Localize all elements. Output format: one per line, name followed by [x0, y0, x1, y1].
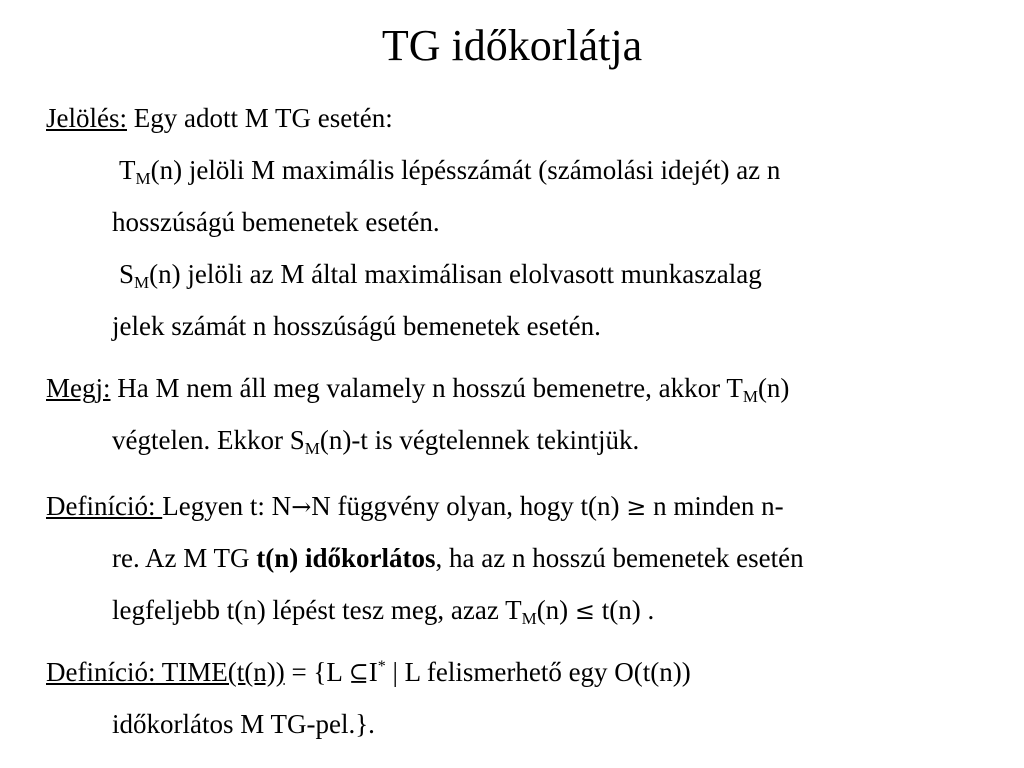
sm-text-2: jelek számát n hosszúságú bemenetek esetén.	[112, 311, 601, 341]
def1-text-2b: , ha az n hosszú bemenetek esetén	[435, 543, 804, 573]
sm-subscript: M	[134, 273, 150, 292]
def1-text-2a: re. Az M TG	[112, 543, 257, 573]
geq-symbol: ≥	[626, 493, 647, 521]
jeloles-sm-line-1	[119, 256, 762, 292]
tm-symbol: T	[119, 155, 136, 185]
def2-text-1b: {L	[313, 657, 349, 687]
sm-text-1: (n) jelöli az M által maximálisan elolvasott munkaszalag	[149, 259, 762, 289]
jeloles-sm-line-2	[112, 308, 601, 344]
def2-eq: =	[284, 657, 314, 687]
megj-text-2b: (n)-t is végtelennek tekintjük.	[319, 425, 640, 455]
slide-title: TG időkorlátja	[381, 21, 643, 70]
star-superscript: *	[377, 658, 386, 675]
sm-symbol: S	[119, 259, 135, 289]
def2-line-2	[112, 706, 375, 742]
def1-text-1c: n minden n-	[646, 491, 784, 521]
megj-subscript-1: M	[742, 387, 758, 406]
tm-text-1: (n) jelöli M maximális lépésszámát (számolási idejét) az n	[150, 155, 781, 185]
arrow-symbol: →	[291, 493, 312, 521]
def1-line-3	[112, 592, 654, 629]
megj-line-2	[112, 422, 639, 458]
jeloles-label: Jelölés:	[46, 103, 127, 133]
jeloles-tm-line-1	[119, 152, 780, 188]
megj-line-1	[46, 370, 789, 406]
def2-text-1a: TIME(t(n))	[155, 657, 285, 687]
def1-text-1a: Legyen t: N	[162, 491, 292, 521]
jeloles-line-1	[46, 100, 393, 136]
def2-text-2: időkorlátos M TG-pel.}.	[112, 709, 375, 739]
megj-text-1b: (n)	[757, 373, 790, 403]
def1-text-1b: N függvény olyan, hogy t(n)	[311, 491, 627, 521]
jeloles-intro: Egy adott M TG esetén:	[127, 103, 393, 133]
def1-label: Definíció:	[46, 491, 163, 521]
tm-text-2: hosszúságú bemenetek esetén.	[112, 207, 440, 237]
megj-label: Megj:	[46, 373, 111, 403]
tm-subscript: M	[135, 169, 151, 188]
jeloles-tm-line-2	[112, 204, 440, 240]
megj-text-1a: Ha M nem áll meg valamely n hosszú bemenetre, akkor T	[110, 373, 743, 403]
def1-text-3a: legfeljebb t(n) lépést tesz meg, azaz T	[112, 595, 522, 625]
def1-subscript: M	[521, 609, 537, 628]
def1-text-3c: t(n) .	[595, 595, 655, 625]
def1-text-3b: (n)	[536, 595, 575, 625]
subseteq-symbol: ⊆	[348, 659, 369, 687]
megj-text-2a: végtelen. Ekkor S	[112, 425, 305, 455]
megj-subscript-2: M	[304, 439, 320, 458]
def2-line-1	[46, 654, 691, 691]
def2-label: Definíció:	[46, 657, 156, 687]
def1-line-2	[112, 540, 804, 576]
def2-text-1d: | L felismerhető egy O(t(n))	[385, 657, 691, 687]
def2-text-1c: I	[368, 657, 378, 687]
leq-symbol: ≤	[574, 597, 596, 625]
def1-bold-term: t(n) időkorlátos	[256, 543, 436, 573]
def1-line-1	[46, 488, 784, 525]
